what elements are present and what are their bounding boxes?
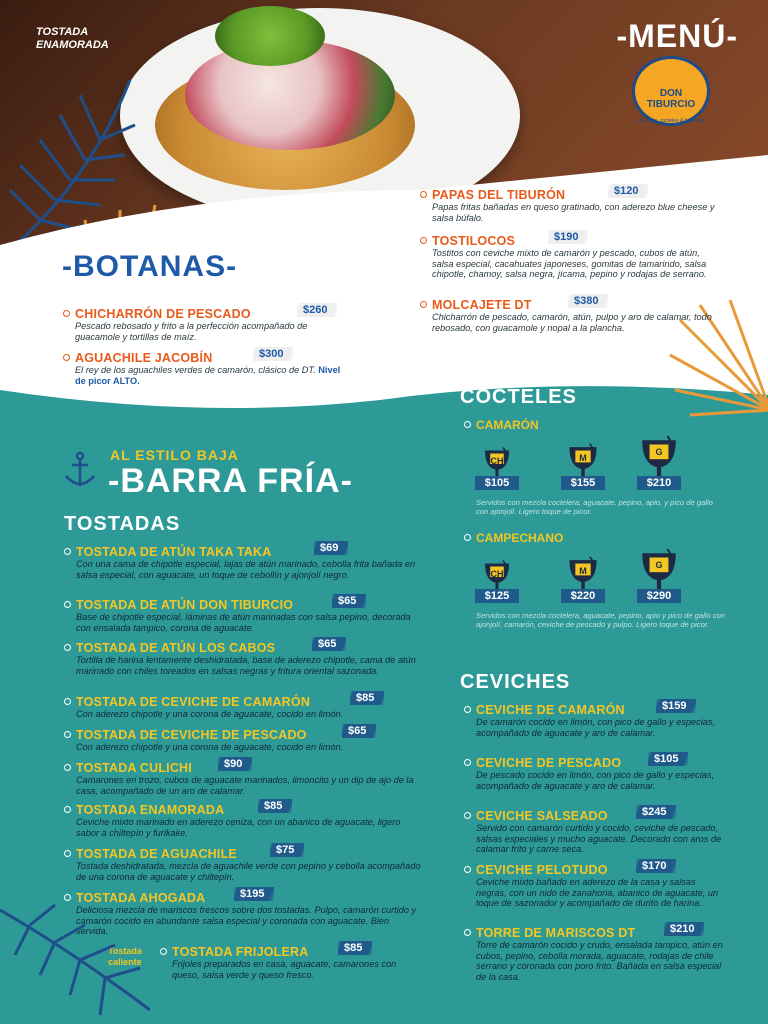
- item-name: CHICHARRÓN DE PESCADO: [75, 307, 251, 321]
- ceviche-item: [476, 806, 726, 855]
- bullet-icon: [64, 548, 71, 555]
- item-description: Con una cama de chipotle especial, lajas de atún marinado, cebolla frita bañada en salsa especial, con aguacate, un toque de cebollín y ajonjolí negro.: [76, 559, 416, 580]
- item-description-text: El rey de los aguachiles verdes de camarón, clásico de DT.: [75, 365, 316, 375]
- cup-size-label: CH: [490, 455, 504, 466]
- bullet-icon: [64, 850, 71, 857]
- tostadas-title: TOSTADAS: [64, 513, 181, 535]
- tostada-item: [76, 758, 422, 796]
- menu-item: [432, 231, 722, 280]
- bullet-icon: [64, 698, 71, 705]
- coctel-name: CAMARÓN: [476, 418, 539, 432]
- item-name: TOSTADA DE ATÚN TAKA TAKA: [76, 545, 272, 559]
- item-price: $195: [234, 887, 274, 901]
- item-name: TORRE DE MARISCOS DT: [476, 926, 636, 940]
- item-description: Camarones en trozo, cubos de aguacate marinados, limoncito y un dip de ajo de la casa, acompañado de un aro de calamar.: [76, 775, 414, 796]
- bullet-icon: [420, 191, 427, 198]
- item-price: $159: [656, 699, 696, 713]
- tostada-item: [76, 844, 422, 882]
- item-price: $105: [648, 752, 688, 766]
- coctel-group: [476, 531, 676, 545]
- item-name: TOSTADA ENAMORADA: [76, 803, 225, 817]
- coctel-name: CAMPECHANO: [476, 531, 564, 545]
- ceviche-item: [476, 700, 726, 738]
- item-name: CEVICHE PELOTUDO: [476, 863, 608, 877]
- item-description: Frijoles preparados en casa, aguacate, camarones con queso, salsa verde y queso fresco.: [172, 959, 397, 980]
- cocteles-title: COCTELES: [460, 386, 577, 408]
- item-name: TOSTADA DE ATÚN LOS CABOS: [76, 641, 276, 655]
- cup-price: $210: [637, 476, 681, 490]
- bullet-icon: [464, 759, 471, 766]
- tostada-item: [172, 942, 422, 980]
- item-description: Torre de camarón cocido y crudo, ensalada tampico, atún en cubos, pepino, cebolla morada, aguacate, rodajas de chile serrano y coronada con poro frito. Bañada en salsa especial de la casa.: [476, 940, 723, 982]
- item-price: $120: [608, 184, 648, 198]
- cup-size-label: G: [655, 560, 663, 571]
- cup-size-label: CH: [490, 568, 504, 579]
- cup-size-label: M: [579, 452, 587, 463]
- tostada-caliente-tag: Tostada caliente: [108, 946, 142, 967]
- item-name: TOSTILOCOS: [432, 234, 516, 248]
- cup-price: $220: [561, 589, 605, 603]
- item-description: Ceviche mixto bañado en aderezo de la casa y salsas negras, con un nido de zanahoria, abanico de aguacate, un toque de sazonador y acompañado de durito de harina.: [476, 877, 719, 909]
- item-price: $380: [568, 294, 608, 308]
- cup-price: $105: [475, 476, 519, 490]
- item-price: $260: [297, 303, 337, 317]
- bullet-icon: [64, 731, 71, 738]
- item-name: CEVICHE DE PESCADO: [476, 756, 622, 770]
- bullet-icon: [64, 644, 71, 651]
- item-price: $170: [636, 859, 676, 873]
- item-name: TOSTADA AHOGADA: [76, 891, 206, 905]
- item-name: AGUACHILE JACOBÍN: [75, 351, 213, 365]
- bullet-icon: [464, 866, 471, 873]
- bullet-icon: [420, 237, 427, 244]
- menu-item: [432, 295, 712, 333]
- cup-price: $290: [637, 589, 681, 603]
- bullet-icon: [464, 534, 471, 541]
- spice-level-alert: Nivel de picor ALTO.: [75, 365, 341, 386]
- item-name: TOSTADA DE CEVICHE DE PESCADO: [76, 728, 307, 742]
- menu-item: [75, 348, 345, 386]
- item-name: TOSTADA DE ATÚN DON TIBURCIO: [76, 598, 294, 612]
- bullet-icon: [64, 764, 71, 771]
- item-description: Ceviche mixto marinado en aderezo ceniza, con un abanico de aguacate, ligero sabor a chiltepín y furikake.: [76, 817, 401, 838]
- ceviches-title: CEVICHES: [460, 671, 571, 693]
- item-name: TOSTADA DE CEVICHE DE CAMARÓN: [76, 695, 311, 709]
- item-description: Deliciosa mezcla de mariscos frescos sobre dos tostadas. Pulpo, camarón curtido y camarón cocido en abundante salsa especial y coronada con aguacate. Bien servida.: [76, 905, 417, 937]
- item-description: Servido con camarón curtido y cocido, ceviche de pescado, salsas especiales y mucho aguacate. Decorado con aros de calamar frito y carne seca.: [476, 823, 722, 855]
- al-estilo-label: AL ESTILO BAJA: [110, 447, 239, 463]
- bullet-icon: [63, 354, 70, 361]
- item-price: $69: [314, 541, 348, 555]
- cup-size-label: G: [655, 447, 663, 458]
- botanas-title: -BOTANAS-: [62, 250, 238, 283]
- ceviche-item: [476, 923, 726, 982]
- item-description: Tortilla de harina lentamente deshidratada, base de aderezo chipotle, cama de atún marinado con chiles toreados en salsas negras y fritura oriental sazonada.: [76, 655, 416, 676]
- item-description: De camarón cocido en limón, con pico de gallo y especias, acompañado de aguacate y aro de calamar.: [476, 717, 716, 738]
- item-description: Chicharrón de pescado, camarón, atún, pulpo y aro de calamar, todo rebosado, con guacamole y nopal a la plancha.: [432, 312, 712, 333]
- avocado-image: [215, 6, 325, 66]
- tostada-item: [76, 725, 422, 753]
- item-price: $65: [312, 637, 346, 651]
- item-price: $85: [338, 941, 372, 955]
- item-price: $65: [342, 724, 376, 738]
- item-name: TOSTADA FRIJOLERA: [172, 945, 309, 959]
- coctel-group: [476, 418, 676, 432]
- logo-slogan: Mariscos, cocteles & botanitas: [637, 118, 705, 124]
- item-description: Tostitos con ceviche mixto de camarón y pescado, cubos de atún, salsa especial, cacahuates japoneses, gomitas de tamarindo, salsa chipotle, chamoy, salsa negra, jícama, pepino y rodajas de serrano.: [432, 248, 707, 280]
- hero-caption: TOSTADA ENAMORADA: [36, 26, 109, 51]
- item-description: Con aderezo chipotle y una corona de aguacate, cocido en limón.: [76, 709, 344, 719]
- item-price: $65: [332, 594, 366, 608]
- item-name: TOSTADA DE AGUACHILE: [76, 847, 237, 861]
- item-price: $85: [258, 799, 292, 813]
- item-name: MOLCAJETE DT: [432, 298, 532, 312]
- tostada-item: [76, 800, 422, 838]
- item-name: PAPAS DEL TIBURÓN: [432, 188, 566, 202]
- bullet-icon: [64, 806, 71, 813]
- item-price: $85: [350, 691, 384, 705]
- cup-price: $125: [475, 589, 519, 603]
- palm-leaf-icon: [0, 890, 150, 1024]
- tostada-item: [76, 692, 422, 720]
- item-price: $190: [548, 230, 588, 244]
- item-description: De pescado cocido en limón, con pico de gallo y especias, acompañado de aguacate y aro de calamar.: [476, 770, 714, 791]
- bullet-icon: [464, 929, 471, 936]
- cup-size-label: M: [579, 565, 587, 576]
- item-name: TOSTADA CULICHI: [76, 761, 192, 775]
- item-description: [75, 365, 345, 386]
- tostada-item: [76, 542, 422, 580]
- item-price: $75: [270, 843, 304, 857]
- ceviche-item: [476, 860, 726, 909]
- bullet-icon: [64, 601, 71, 608]
- cup-price: $155: [561, 476, 605, 490]
- menu-item: [75, 304, 345, 342]
- menu-item: [432, 185, 722, 223]
- item-price: $210: [664, 922, 704, 936]
- tostada-item: [76, 638, 422, 676]
- bullet-icon: [160, 948, 167, 955]
- item-description: Pescado rebosado y frito a la perfección acompañado de guacamole y tortillas de maíz.: [75, 321, 308, 342]
- item-description: Con aderezo chipotle y una corona de aguacate, cocido en limón.: [76, 742, 344, 752]
- item-price: $90: [218, 757, 252, 771]
- item-description: Tostada deshidratada, mezcla de aguachile verde con pepino y cebolla acompañado de una corona de aguacate y chiltepín.: [76, 861, 421, 882]
- bullet-icon: [464, 706, 471, 713]
- logo-text: DON TIBURCIO: [646, 88, 696, 110]
- bullet-icon: [63, 310, 70, 317]
- bullet-icon: [464, 812, 471, 819]
- anchor-icon: [60, 450, 100, 490]
- item-price: $300: [253, 347, 293, 361]
- bullet-icon: [420, 301, 427, 308]
- tostada-item: [76, 595, 422, 633]
- item-name: CEVICHE DE CAMARÓN: [476, 703, 625, 717]
- item-description: Papas fritas bañadas en queso gratinado, con aderezo blue cheese y salsa búfalo.: [432, 202, 715, 223]
- coctel-note: Servidos con mezcla coctelera, aguacate, pepino, apio y pico de gallo con ajonjolí, camarón, ceviche de pescado y pulpo. Ligero toque de picor.: [476, 611, 726, 629]
- barra-fria-title: -BARRA FRÍA-: [108, 462, 353, 500]
- menu-title: -MENÚ-: [616, 18, 738, 54]
- ceviche-item: [476, 753, 726, 791]
- coctel-note: Servidos con mezcla coctelera, aguacate, pepino, apio, y pico de gallo con ajonjolí. Ligero toque de picor.: [476, 498, 713, 516]
- bullet-icon: [464, 421, 471, 428]
- item-description: Base de chipotle especial, láminas de atún marinadas con salsa pepino, decorada con ensalada tampico, corona de aguacate.: [76, 612, 411, 633]
- item-name: CEVICHE SALSEADO: [476, 809, 608, 823]
- item-price: $245: [636, 805, 676, 819]
